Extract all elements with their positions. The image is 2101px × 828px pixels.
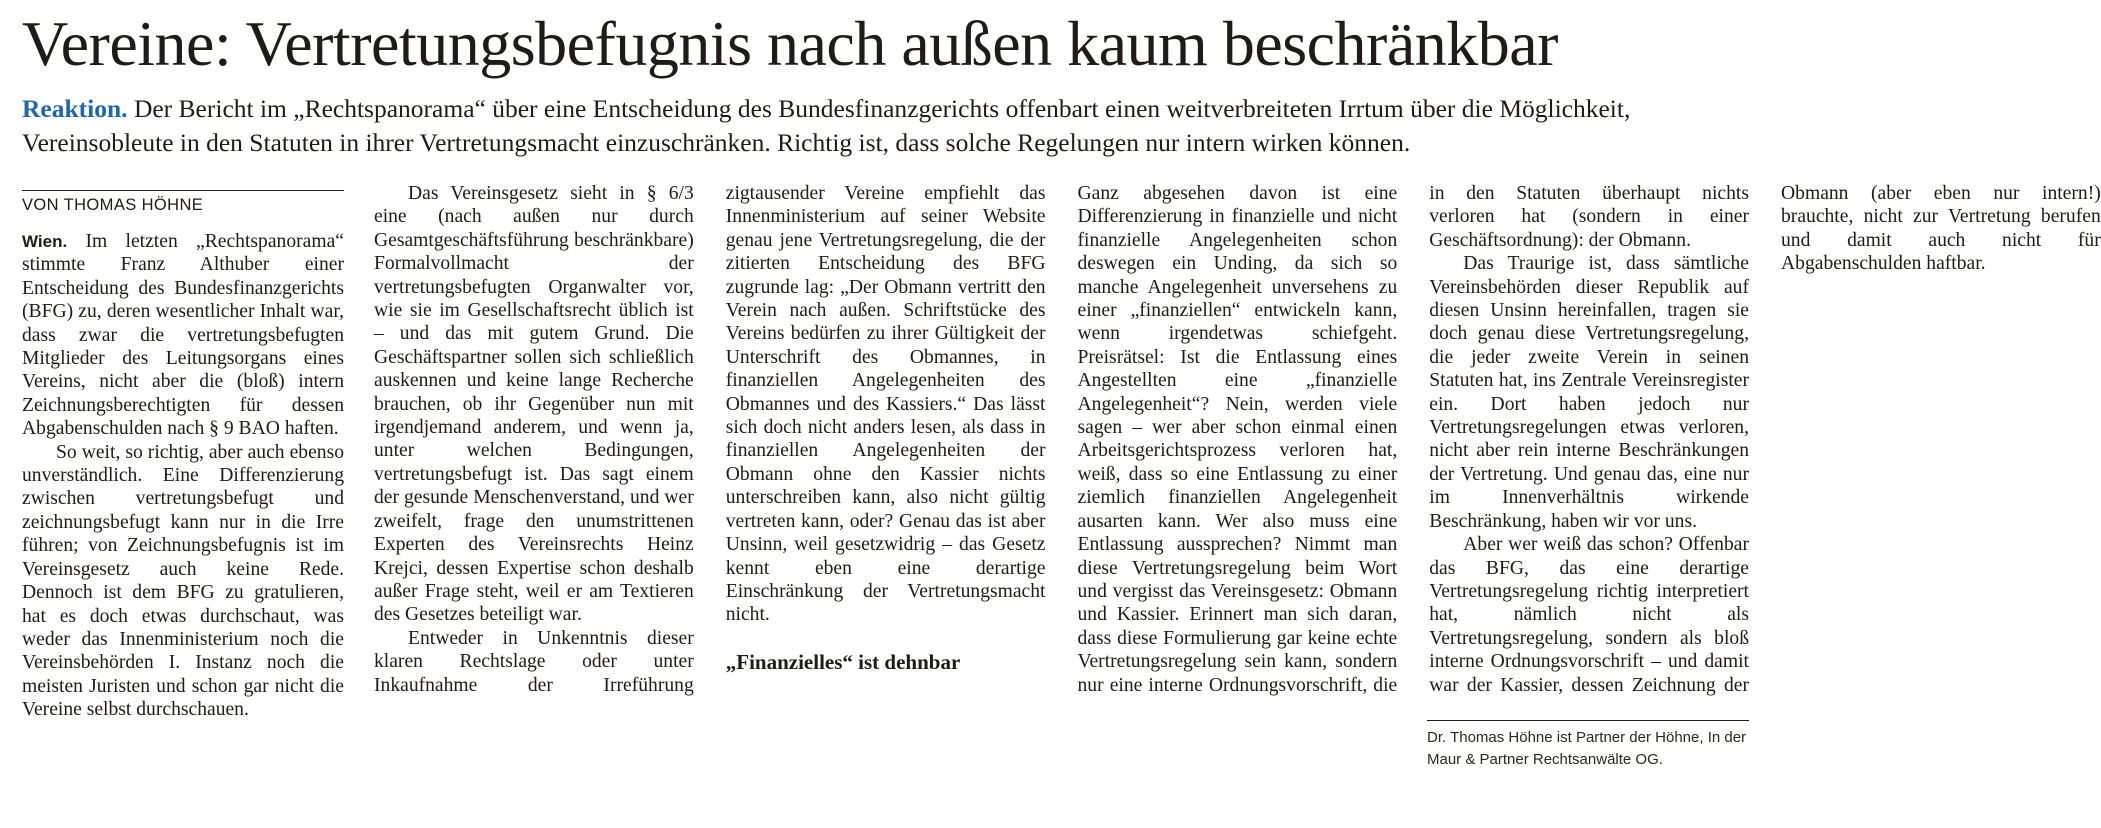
byline: VON THOMAS HÖHNE (22, 196, 204, 214)
author-note-rule (1427, 720, 1749, 721)
subheading-finanzielles: „Finanzielles“ ist dehnbar (725, 649, 961, 674)
dateline: Wien. (22, 232, 68, 251)
paragraph-4: Entweder in Unkenntnis dieser klaren Rechtslage oder unter Inkaufnahme der Irreführung zigtausender Vereine empfiehlt das Innenministerium auf seiner Website genau jene Vertretungsregelung, die der zitierten Entscheidung des BFG zugrunde lag: „Der Obmann vertritt den Verein nach außen. Schriftstücke des Vereins bedürfen zu ihrer Gültigkeit der Unterschrift des Obmannes, in finanziellen Angelegenheiten des Obmannes und des Kassiers.“ Das lässt sich doch nicht anders lesen, als dass in finanziellen Angelegenheiten der Obmann ohne den Kassier nichts unterschreiben kann, also nicht gültig vertreten kann, oder? Genau das ist aber Unsinn, weil gesetzwidrig – das Gesetz kennt eben eine derartige Einschränkung der Vertretungsmacht nicht. (374, 183, 1046, 696)
paragraph-7: Aber wer weiß das schon? Offenbar das BFG, das eine derartige Vertretungsregelung richtig interpretiert hat, nämlich nicht als Vertretungsregelung, sondern als bloß interne Ordnungsvorschrift – und damit war der Kassier, dessen Zeichnung der Obmann (aber eben nur intern!) brauchte, nicht zur Vertretung berufen und damit auch nicht für Abgabenschulden haftbar. (1429, 183, 2101, 696)
paragraph-6: Das Traurige ist, dass sämtliche Vereinsbehörden dieser Republik auf diesen Unsinn hereinfallen, tragen sie doch genau diese Vertretungsregelung, die jeder zweite Verein in seinen Statuten hat, ins Zentrale Vereinsregister ein. Dort haben jedoch nur Vertretungsregelungen etwas verloren, nicht aber rein interne Beschränkungen der Vertretung. Und genau das, eine nur im Innenverhältnis wirkende Beschränkung, haben wir vor uns. (1429, 253, 1749, 532)
lead-paragraph (22, 92, 1752, 160)
paragraph-2: So weit, so richtig, aber auch ebenso unverständlich. Eine Differenzierung zwischen vertretungsbefugt und zeichnungsbefugt kann nur in die Irre führen; von Zeichnungsbefugnis ist im Vereinsgesetz auch keine Rede. Dennoch ist dem BFG zu gratulieren, hat es doch etwas durchschaut, was weder das Innenministerium noch die Vereinsbehörden I. Instanz noch die meisten Juristen und schon gar nicht die Vereine selbst durchschauen. (22, 441, 344, 721)
paragraph-5: Ganz abgesehen davon ist eine Differenzierung in finanzielle und nicht finanzielle Angelegenheiten schon deswegen ein Unding, da sich so manche Angelegenheit unversehens zu einer „finanziellen“ entwickeln kann, wenn irgendetwas schiefgeht. Preisrätsel: Ist die Entlassung eines Angestellten eine „finanzielle Angelegenheit“? Nein, werden viele sagen – wer aber schon einmal einen Arbeitsgerichtsprozess verloren hat, weiß, dass so eine Entlassung zu einer ziemlich finanziellen Angelegenheit ausarten kann. Wer also muss eine Entlassung aussprechen? Nimmt man diese Vertretungsregelung beim Wort und vergisst das Vereinsgesetz: Obmann und Kassier. Erinnert man sich daran, dass diese Formulierung gar keine echte Vertretungsregelung sein kann, sondern nur eine interne Ordnungsvorschrift, die in den Statuten überhaupt nichts verloren hat (sondern in einer Geschäftsordnung): der Obmann. (1077, 183, 1749, 696)
author-note: Dr. Thomas Höhne ist Partner der Höhne, In der Maur & Partner Rechtsanwälte OG. (1427, 729, 1747, 768)
headline: Vereine: Vertretungsbefugnis nach außen kaum beschränkbar (22, 8, 1558, 79)
lead-kicker: Reaktion. (22, 94, 128, 123)
article-column-1 (22, 230, 344, 721)
lead-text: Der Bericht im „Rechtspanorama“ über eine Entscheidung des Bundesfinanzgerichts offenbart einen weitverbreiteten Irrtum über die Möglichkeit, Vereinsobleute in den Statuten in ihrer Vertretungsmacht einzuschränken. Richtig ist, dass solche Regelungen nur intern wirken können. (22, 94, 1631, 157)
article-columns-2-5 (374, 182, 2101, 710)
paragraph-1 (22, 230, 344, 441)
byline-rule (22, 190, 344, 191)
paragraph-3-flow: Das Vereinsgesetz sieht in § 6/3 eine (nach außen nur durch Gesamtgeschäftsführung beschränkbare) Formalvollmacht der vertretungsbefugten Organwalter vor, wie sie im Gesellschaftsrecht üblich ist – und das mit gutem Grund. Die Geschäftspartner sollen sich schließlich auskennen und keine lange Recherche brauchen, ob ihr Gegenüber nun mit irgendjemand anderem, und wenn ja, unter welchen Bedingungen, vertretungsbefugt ist. Das sagt einem der gesunde Menschenverstand, und wer zweifelt, frage den unumstrittenen Experten des Vereinsrechts Heinz Krejci, dessen Expertise schon deshalb außer Frage steht, weil er am Textieren des Gesetzes beteiligt war. (374, 183, 694, 626)
paragraph-1-text: Im letzten „Rechtspanorama“ stimmte Franz Althuber einer Entscheidung des Bundesfinanzgerichts (BFG) zu, deren wesentlicher Inhalt war, dass zwar die vertretungsbefugten Mitglieder des Leitungsorgans eines Vereins, nicht aber die (bloß) intern Zeichnungsberechtigten für dessen Abgabenschulden nach § 9 BAO haften. (22, 231, 344, 440)
